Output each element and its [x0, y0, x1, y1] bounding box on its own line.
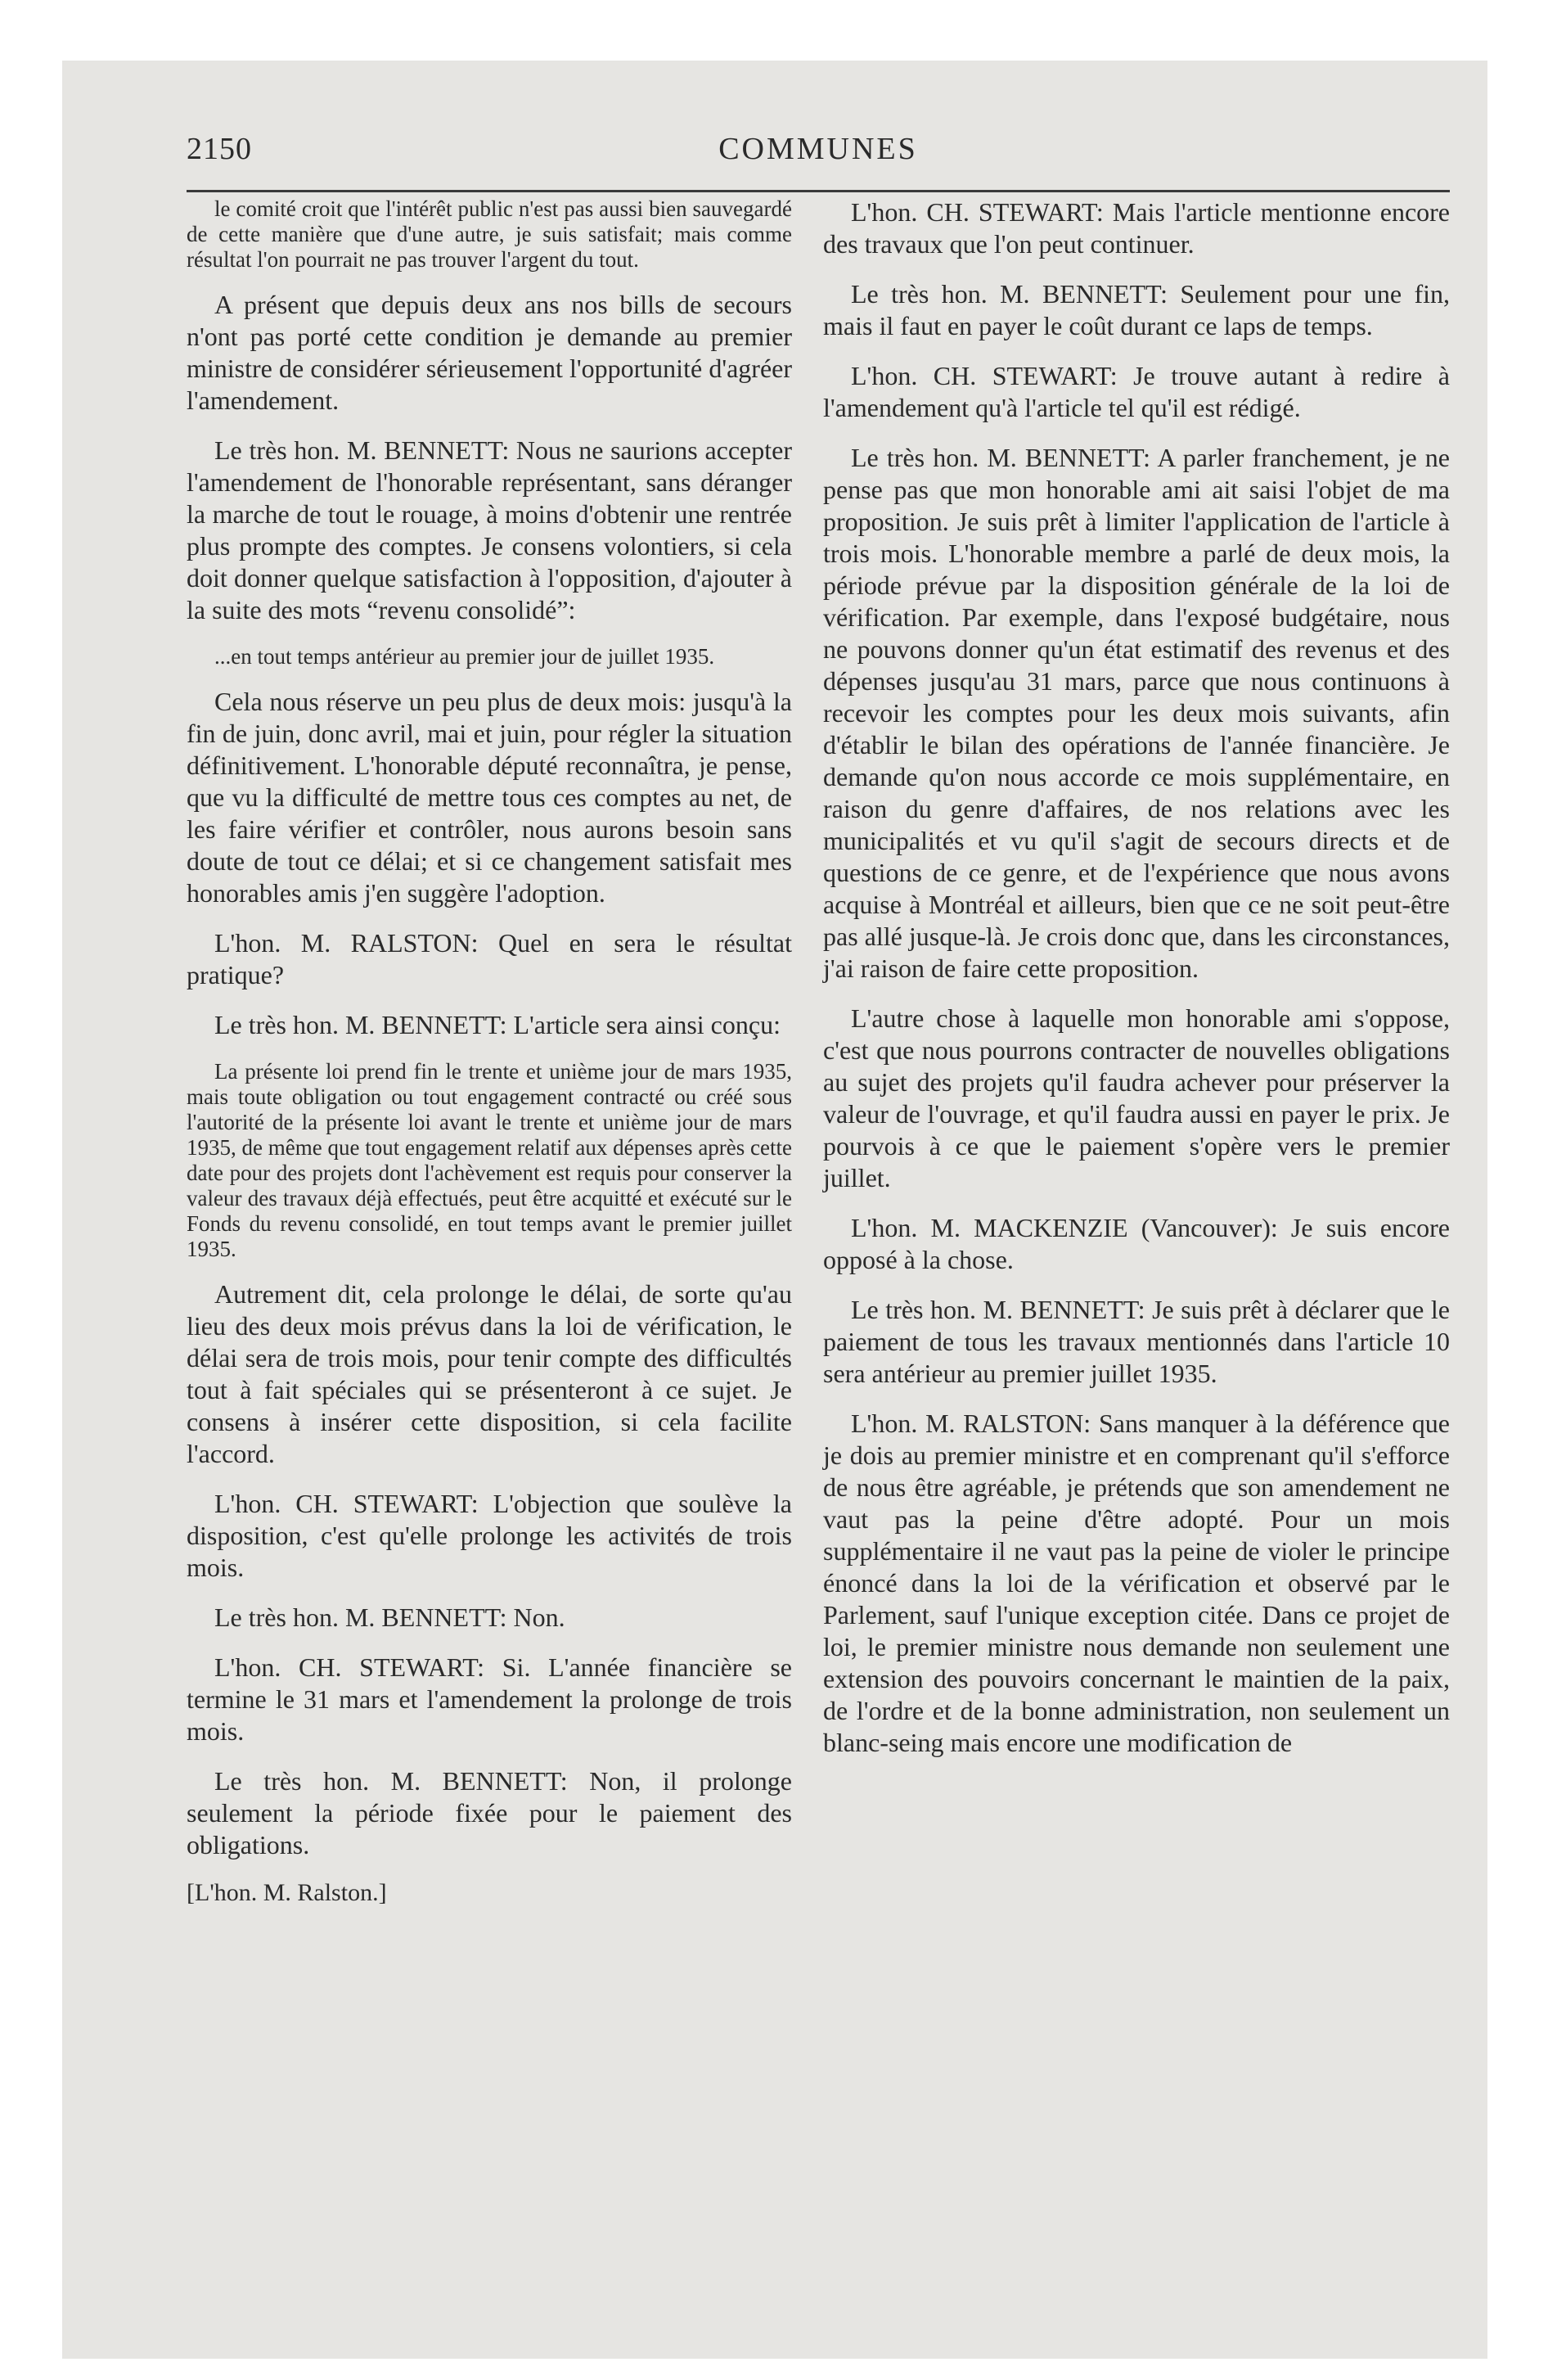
quoted-text: ...en tout temps antérieur au premier jour de juillet 1935. [214, 644, 715, 669]
running-head: COMMUNES [718, 132, 918, 166]
paragraph: Autrement dit, cela prolonge le délai, de sorte qu'au lieu des deux mois prévus dans la loi de vérification, le délai sera de trois mois, pour tenir compte des difficultés tout à fait spéciales qui se présenteront à ce sujet. Je consens à insérer cette disposition, si cela facilite l'accord. [187, 1279, 792, 1468]
header-rule [187, 190, 1450, 192]
paragraph: L'hon. M. MACKENZIE (Vancouver): Je suis encore opposé à la chose. [823, 1213, 1450, 1274]
paragraph: L'hon. CH. STEWART: L'objection que soulève la disposition, c'est qu'elle prolonge les activités de trois mois. [187, 1489, 792, 1582]
paragraph: A présent que depuis deux ans nos bills de secours n'ont pas porté cette condition je demande au premier ministre de considérer sérieusement l'opportunité d'agréer l'amendement. [187, 290, 792, 415]
quoted-text: La présente loi prend fin le trente et unième jour de mars 1935, mais toute obligation ou tout engagement contracté ou créé sous l'autorité de la présente loi avant le trente et unième jour de mars 1935, de même que tout engagement relatif aux dépenses après cette date pour des projets dont l'achèvement est requis pour conserver la valeur des travaux déjà effectués, peut être acquitté et exécuté sur le Fonds du revenu consolidé, en tout temps avant le premier juillet 1935. [187, 1059, 792, 1261]
paragraph: Cela nous réserve un peu plus de deux mois: jusqu'à la fin de juin, donc avril, mai et juin, pour régler la situation définitivement. L'honorable député reconnaîtra, je pense, que vu la difficulté de mettre tous ces comptes au net, de les faire vérifier et contrôler, nous aurons besoin sans doute de tout ce délai; et si ce changement satisfait mes honorables amis j'en suggère l'adoption. [187, 687, 792, 908]
paragraph: L'hon. CH. STEWART: Je trouve autant à redire à l'amendement qu'à l'article tel qu'il est rédigé. [823, 361, 1450, 422]
paragraph: Le très hon. M. BENNETT: A parler franchement, je ne pense pas que mon honorable ami ait saisi l'objet de ma proposition. Je suis prêt à limiter l'application de l'article à trois mois. L'honorable membre a parlé de deux mois, la période prévue par la disposition générale de la loi de vérification. Par exemple, dans l'exposé budgétaire, nous ne pouvons donner qu'un état estimatif des revenus et des dépenses jusqu'au 31 mars, parce que nous continuons à recevoir les comptes pour les deux mois suivants, afin d'établir le bilan des opérations de l'année financière. Je demande qu'on nous accorde ce mois supplémentaire, en raison du genre d'affaires, de nos relations avec les municipalités et vu qu'il s'agit de secours directs et de questions de ce genre, et de l'expérience que nous avons acquise à Montréal et ailleurs, bien que ce ne soit peut-être pas allé jusque-là. Je crois donc que, dans les circonstances, j'ai raison de faire cette proposition. [823, 443, 1450, 983]
page-header [187, 131, 1450, 172]
paragraph: L'hon. CH. STEWART: Si. L'année financière se termine le 31 mars et l'amendement la prolonge de trois mois. [187, 1652, 792, 1746]
paragraph: L'hon. CH. STEWART: Mais l'article mentionne encore des travaux que l'on peut continuer. [823, 197, 1450, 259]
footer-note: [L'hon. M. Ralston.] [187, 1879, 387, 1906]
paragraph: Le très hon. M. BENNETT: Non, il prolonge seulement la période fixée pour le paiement des obligations. [187, 1766, 792, 1859]
paragraph: Le très hon. M. BENNETT: Non. [214, 1602, 565, 1632]
paragraph: le comité croit que l'intérêt public n'est pas aussi bien sauvegardé de cette manière que d'une autre, je suis satisfait; mais comme résultat l'on pourrait ne pas trouver l'argent du tout. [187, 196, 792, 272]
paragraph: Le très hon. M. BENNETT: L'article sera ainsi conçu: [214, 1010, 781, 1039]
paragraph: L'hon. M. RALSTON: Quel en sera le résultat pratique? [187, 928, 792, 989]
right-column [823, 196, 1450, 1777]
paragraph: L'autre chose à laquelle mon honorable ami s'oppose, c'est que nous pourrons contracter de nouvelles obligations au sujet des projets qu'il faudra achever pour préserver la valeur de l'ouvrage, et qu'il faudra aussi en payer le prix. Je pourvois à ce que le paiement s'opère vers le premier juillet. [823, 1003, 1450, 1192]
page-number: 2150 [187, 132, 252, 166]
paragraph: L'hon. M. RALSTON: Sans manquer à la déférence que je dois au premier ministre et en comprenant qu'il s'efforce de nous être agréable, je prétends que son amendement ne vaut pas la peine d'être adopté. Pour un mois supplémentaire il ne vaut pas la peine de violer le principe énoncé dans la loi de la vérification et observé par le Parlement, sauf l'unique exception citée. Dans ce projet de loi, le premier ministre nous demande non seulement une extension des pouvoirs concernant le maintien de la paix, de l'ordre et de la bonne administration, non seulement un blanc-seing mais encore une modification de [823, 1409, 1450, 1757]
paragraph: Le très hon. M. BENNETT: Nous ne saurions accepter l'amendement de l'honorable représentant, sans déranger la marche de tout le rouage, à moins d'obtenir une rentrée plus prompte des comptes. Je consens volontiers, si cela doit donner quelque satisfaction à l'opposition, d'ajouter à la suite des mots “revenu consolidé”: [187, 435, 792, 624]
paragraph: Le très hon. M. BENNETT: Seulement pour une fin, mais il faut en payer le coût durant ce laps de temps. [823, 279, 1450, 340]
left-column [187, 196, 792, 1907]
paragraph: Le très hon. M. BENNETT: Je suis prêt à déclarer que le paiement de tous les travaux mentionnés dans l'article 10 sera antérieur au premier juillet 1935. [823, 1295, 1450, 1388]
